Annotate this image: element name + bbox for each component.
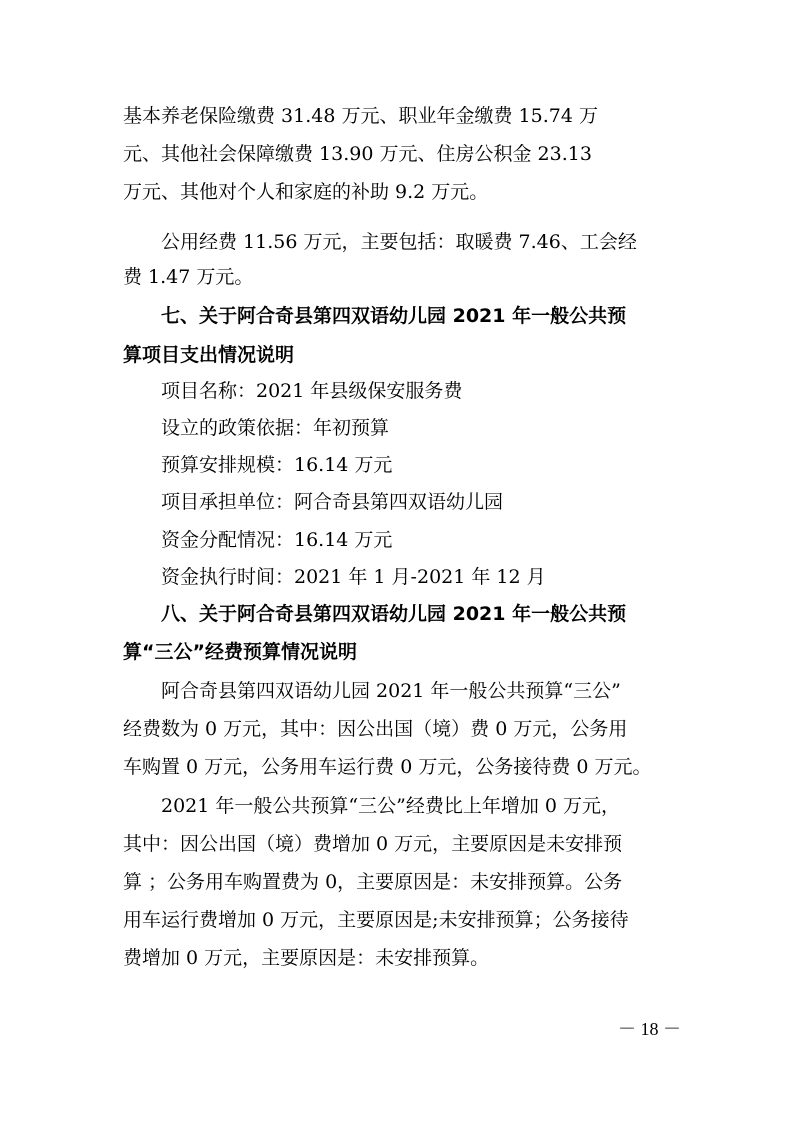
body-line-21: 算 ；公务用车购置费为 0，主要原因是：未安排预算。公务 bbox=[123, 871, 623, 893]
fund-allocation: 资金分配情况：16.14 万元 bbox=[161, 529, 393, 551]
body-line-3: 万元、其他对个人和家庭的补助 9.2 万元。 bbox=[123, 181, 489, 203]
body-line-20: 其中：因公出国（境）费增加 0 万元，主要原因是未安排预 bbox=[123, 833, 623, 855]
section-heading-8-line-2: 算“三公”经费预算情况说明 bbox=[123, 641, 357, 663]
body-line-16: 阿合奇县第四双语幼儿园 2021 年一般公共预算“三公” bbox=[161, 680, 621, 702]
section-heading-8-line-1: 八、关于阿合奇县第四双语幼儿园 2021 年一般公共预 bbox=[161, 603, 627, 625]
body-line-2: 元、其他社会保障缴费 13.90 万元、住房公积金 23.13 bbox=[123, 143, 592, 165]
body-line-1: 基本养老保险缴费 31.48 万元、职业年金缴费 15.74 万 bbox=[123, 105, 598, 127]
execution-period: 资金执行时间：2021 年 1 月-2021 年 12 月 bbox=[161, 566, 546, 588]
body-line-4: 公用经费 11.56 万元，主要包括：取暖费 7.46、工会经 bbox=[161, 231, 637, 253]
body-line-18: 车购置 0 万元，公务用车运行费 0 万元，公务接待费 0 万元。 bbox=[123, 756, 652, 778]
section-heading-7-line-2: 算项目支出情况说明 bbox=[123, 344, 295, 366]
body-line-5: 费 1.47 万元。 bbox=[123, 266, 254, 288]
section-heading-7-line-1: 七、关于阿合奇县第四双语幼儿园 2021 年一般公共预 bbox=[161, 305, 627, 327]
body-line-23: 费增加 0 万元，主要原因是：未安排预算。 bbox=[123, 947, 490, 969]
project-unit: 项目承担单位：阿合奇县第四双语幼儿园 bbox=[161, 491, 504, 513]
body-line-22: 用车运行费增加 0 万元，主要原因是;未安排预算；公务接待 bbox=[123, 909, 629, 931]
policy-basis: 设立的政策依据：年初预算 bbox=[161, 417, 390, 439]
page-number: － 18 － bbox=[618, 1019, 681, 1039]
project-name: 项目名称：2021 年县级保安服务费 bbox=[161, 380, 463, 402]
budget-scale: 预算安排规模：16.14 万元 bbox=[161, 454, 393, 476]
body-line-17: 经费数为 0 万元，其中：因公出国（境）费 0 万元，公务用 bbox=[123, 718, 628, 740]
body-line-19: 2021 年一般公共预算“三公”经费比上年增加 0 万元， bbox=[161, 795, 620, 817]
